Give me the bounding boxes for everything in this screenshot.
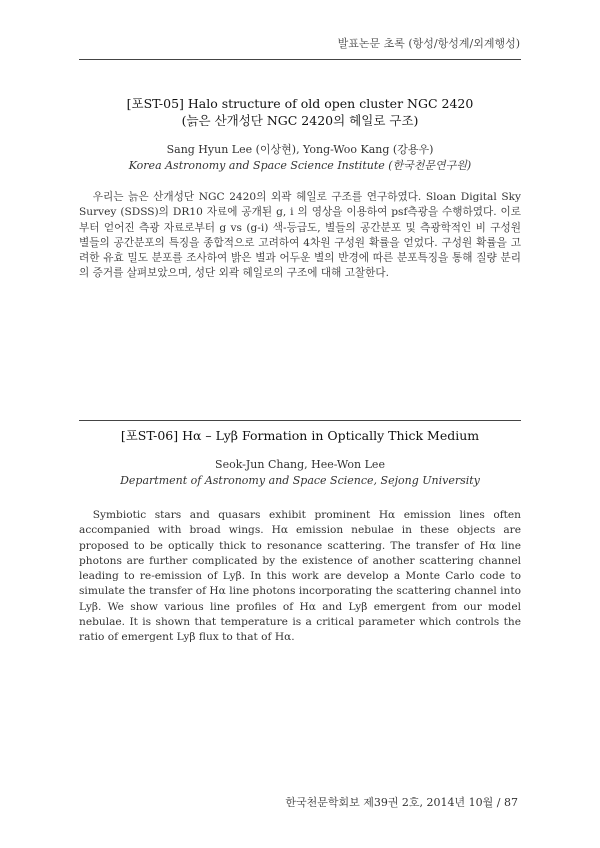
- page-footer: 한국천문학회보 제39권 2호, 2014년 10월 / 87: [285, 796, 518, 809]
- abstract-st05: [79, 95, 521, 282]
- abstract-divider: [79, 420, 521, 421]
- running-header: 발표논문 초록 (항성/항성계/외계행성): [337, 37, 520, 50]
- header-divider: [79, 59, 521, 60]
- abstract-st06: [79, 427, 521, 646]
- abstract-authors: Sang Hyun Lee (이상현), Yong-Woo Kang (강용우): [166, 143, 434, 156]
- abstract-title-line2: (늙은 산개성단 NGC 2420의 헤일로 구조): [181, 113, 419, 128]
- abstract-authors: Seok-Jun Chang, Hee-Won Lee: [215, 458, 385, 471]
- abstract-title: [79, 95, 521, 129]
- abstract-title-line1: [포ST-06] Hα – Lyβ Formation in Optically Thick Medium: [120, 428, 480, 443]
- abstract-body: 우리는 늙은 산개성단 NGC 2420의 외곽 헤일로 구조를 연구하였다. Sloan Digital Sky Survey (SDSS)의 DR10 자료에 공개된 g, i 의 영상을 이용하여 psf측광을 수행하였다. 이로부터 얻어진 측광 자료로부터 g vs (g-i) 색-등급도, 별들의 공간분포 및 측광학적인 비 구성원 별들의 공간분포의 특징을 종합적으로 고려하여 4차원 구성원 확률을 얻었다. 구성원 확률을 고려한 유효 밀도 분포를 조사하여 밝은 별과 어두운 별의 반경에 따른 분포특징을 통해 질량 분리의 증거를 살펴보았으며, 성단 외곽 헤일로의 구조에 대해 고찰한다.: [79, 191, 521, 280]
- abstract-body: Symbiotic stars and quasars exhibit prominent Hα emission lines often accompanied with broad wings. Hα emission nebulae in these objects are proposed to be optically thick to resonance scattering. The transfer of Hα line photons are further complicated by the existence of another scattering channel leading to re-emission of Lyβ. In this work are develop a Monte Carlo code to simulate the transfer of Hα line photons incorporating the scattering channel into Lyβ. We show various line profiles of Hα and Lyβ emergent from our model nebulae. It is shown that temperature is a critical parameter which controls the ratio of emergent Lyβ flux to that of Hα.: [79, 509, 521, 644]
- abstract-affiliation: Korea Astronomy and Space Science Institute (한국천문연구원): [128, 159, 472, 172]
- abstract-title-line1: [포ST-05] Halo structure of old open cluster NGC 2420: [126, 96, 474, 111]
- abstract-affiliation: Department of Astronomy and Space Science, Sejong University: [120, 474, 480, 487]
- abstract-title: [79, 427, 521, 444]
